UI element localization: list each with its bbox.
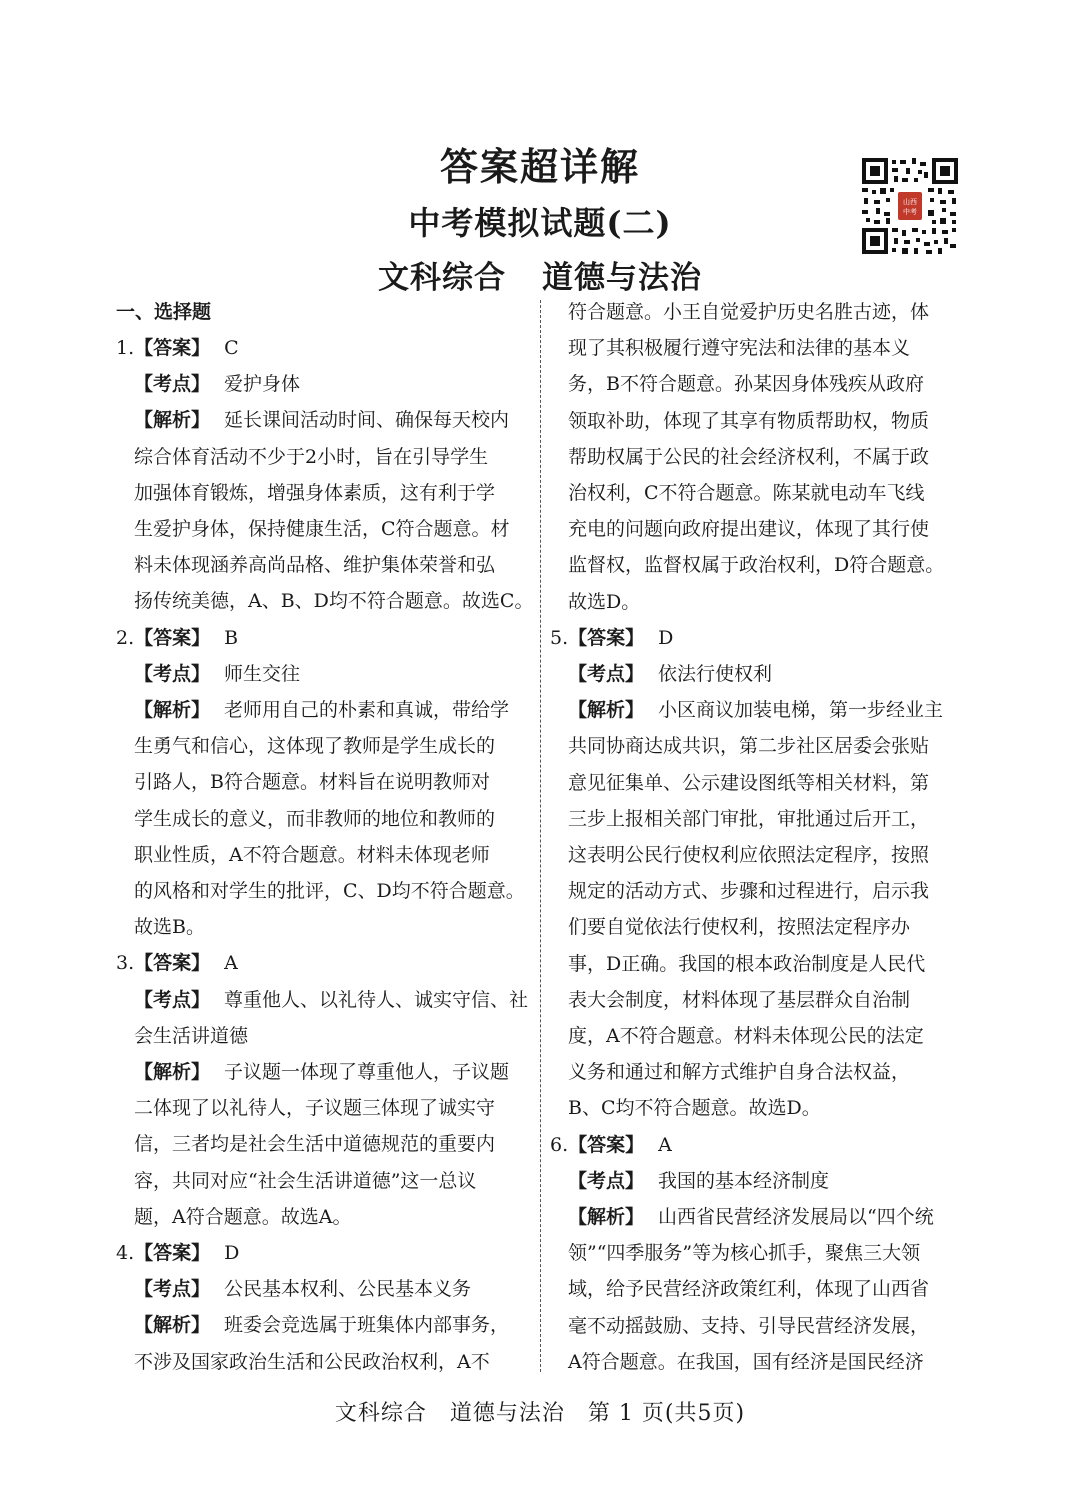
point-text: 尊重他人、以礼待人、诚实守信、社 bbox=[224, 988, 529, 1011]
analysis-line: 生爱护身体，保持健康生活，C符合题意。材 bbox=[134, 518, 510, 541]
analysis-line: 综合体育活动不少于2小时，旨在引导学生 bbox=[134, 445, 489, 468]
question-4-continued bbox=[550, 294, 974, 620]
analysis-line: 领”“四季服务”等为核心抓手，聚焦三大领 bbox=[568, 1242, 921, 1265]
analysis-line: 子议题一体现了尊重他人，子议题 bbox=[224, 1061, 510, 1084]
analysis-line: 领取补助，体现了其享有物质帮助权，物质 bbox=[568, 409, 930, 432]
question-number: 1. bbox=[116, 337, 135, 359]
answer-value: A bbox=[658, 1133, 672, 1156]
answer-tag: 【答案】 bbox=[134, 952, 211, 975]
question-number: 3. bbox=[116, 952, 135, 975]
analysis-line: 延长课间活动时间、确保每天校内 bbox=[224, 409, 510, 432]
analysis-line: B、C均不符合题意。故选D。 bbox=[568, 1097, 821, 1120]
analysis-line: 扬传统美德，A、B、D均不符合题意。故选C。 bbox=[134, 590, 534, 613]
analysis-line: 毫不动摇鼓励、支持、引导民营经济发展， bbox=[568, 1314, 930, 1337]
question-3 bbox=[116, 945, 540, 1235]
analysis-line: 域，给予民营经济政策红利，体现了山西省 bbox=[568, 1278, 930, 1301]
analysis-line: 表大会制度，材料体现了基层群众自治制 bbox=[568, 988, 911, 1011]
qr-badge-text-1: 山西 bbox=[903, 198, 917, 206]
analysis-line: 治权利，C不符合题意。陈某就电动车飞线 bbox=[568, 482, 925, 505]
analysis-line: 学生成长的意义，而非教师的地位和教师的 bbox=[134, 807, 496, 830]
question-number: 6. bbox=[550, 1133, 569, 1156]
point-text-cont: 会生活讲道德 bbox=[134, 1024, 249, 1047]
analysis-tag: 【解析】 bbox=[134, 699, 211, 722]
analysis-tag: 【解析】 bbox=[568, 699, 645, 722]
question-2 bbox=[116, 620, 540, 946]
qr-badge-text-2: 中考 bbox=[903, 208, 917, 216]
analysis-line: 二体现了以礼待人，子议题三体现了诚实守 bbox=[134, 1097, 496, 1120]
point-tag: 【考点】 bbox=[134, 662, 211, 685]
analysis-line: 符合题意。小王自觉爱护历史名胜古迹，体 bbox=[568, 301, 930, 323]
analysis-line: 充电的问题向政府提出建议，体现了其行使 bbox=[568, 518, 930, 541]
analysis-line: 的风格和对学生的批评，C、D均不符合题意。 bbox=[134, 880, 525, 903]
analysis-line: 生勇气和信心，这体现了教师是学生成长的 bbox=[134, 735, 496, 758]
analysis-line: 引路人，B符合题意。材料旨在说明教师对 bbox=[134, 771, 490, 794]
question-number: 5. bbox=[550, 626, 569, 649]
analysis-line: 班委会竞选属于班集体内部事务， bbox=[224, 1314, 510, 1337]
analysis-line: 帮助权属于公民的社会经济权利，不属于政 bbox=[568, 445, 930, 468]
question-number: 4. bbox=[116, 1242, 135, 1265]
analysis-tag: 【解析】 bbox=[134, 1061, 211, 1084]
question-1 bbox=[116, 330, 540, 620]
analysis-line: 这表明公民行使权利应依照法定程序，按照 bbox=[568, 844, 930, 867]
answer-value: C bbox=[224, 337, 239, 359]
left-column bbox=[116, 294, 540, 1380]
section-heading: 一、选择题 bbox=[116, 301, 212, 323]
answer-value: D bbox=[658, 626, 674, 649]
analysis-line: 度，A不符合题意。材料未体现公民的法定 bbox=[568, 1025, 924, 1048]
page-title: 答案超详解 bbox=[439, 145, 640, 189]
analysis-tag: 【解析】 bbox=[568, 1206, 645, 1229]
answer-tag: 【答案】 bbox=[134, 626, 211, 649]
analysis-line: 信，三者均是社会生活中道德规范的重要内 bbox=[134, 1133, 496, 1156]
analysis-tag: 【解析】 bbox=[134, 1314, 211, 1337]
analysis-line: 现了其积极履行遵守宪法和法律的基本义 bbox=[568, 337, 911, 360]
question-5 bbox=[550, 620, 974, 1127]
point-tag: 【考点】 bbox=[134, 373, 211, 396]
point-tag: 【考点】 bbox=[568, 1169, 645, 1192]
page-footer: 文科综合 道德与法治 第 1 页(共5页) bbox=[334, 1401, 746, 1426]
right-column bbox=[550, 294, 974, 1380]
analysis-line: 务，B不符合题意。孙某因身体残疾从政府 bbox=[568, 373, 924, 396]
analysis-line: 故选D。 bbox=[568, 590, 641, 613]
analysis-line: 三步上报相关部门审批，审批通过后开工， bbox=[568, 807, 930, 830]
answer-tag: 【答案】 bbox=[568, 626, 645, 649]
question-4 bbox=[116, 1235, 540, 1380]
question-6 bbox=[550, 1127, 974, 1380]
answer-value: D bbox=[224, 1242, 240, 1265]
point-text: 师生交往 bbox=[224, 662, 301, 685]
analysis-line: 职业性质，A不符合题意。材料未体现老师 bbox=[134, 843, 490, 866]
analysis-line: 监督权，监督权属于政治权利，D符合题意。 bbox=[568, 554, 945, 577]
subject-line bbox=[0, 252, 1080, 297]
analysis-line: 料未体现涵养高尚品格、维护集体荣誉和弘 bbox=[134, 554, 496, 577]
analysis-line: 老师用自己的朴素和真诚，带给学 bbox=[224, 699, 510, 722]
analysis-line: 共同协商达成共识，第二步社区居委会张贴 bbox=[568, 735, 930, 758]
question-number: 2. bbox=[116, 626, 135, 649]
exam-subtitle: 中考模拟试题(二) bbox=[408, 204, 672, 242]
analysis-tag: 【解析】 bbox=[134, 409, 211, 432]
point-text: 爱护身体 bbox=[224, 373, 301, 396]
analysis-line: 规定的活动方式、步骤和过程进行，启示我 bbox=[568, 880, 930, 903]
point-text: 公民基本权利、公民基本义务 bbox=[224, 1278, 472, 1301]
answer-tag: 【答案】 bbox=[134, 1242, 211, 1265]
answer-value: A bbox=[224, 952, 238, 975]
subject-b: 道德与法治 bbox=[542, 260, 702, 296]
point-text: 依法行使权利 bbox=[658, 663, 773, 686]
analysis-line: 们要自觉依法行使权利，按照法定程序办 bbox=[568, 916, 911, 939]
analysis-line: A符合题意。在我国，国有经济是国民经济 bbox=[568, 1350, 924, 1373]
analysis-line: 意见征集单、公示建设图纸等相关材料，第 bbox=[568, 771, 930, 794]
analysis-line: 事，D正确。我国的根本政治制度是人民代 bbox=[568, 952, 926, 975]
analysis-line: 故选B。 bbox=[134, 916, 205, 939]
answer-tag: 【答案】 bbox=[134, 337, 211, 359]
analysis-line: 山西省民营经济发展局以“四个统 bbox=[658, 1206, 934, 1229]
point-tag: 【考点】 bbox=[134, 1278, 211, 1301]
answer-tag: 【答案】 bbox=[568, 1133, 645, 1156]
point-text: 我国的基本经济制度 bbox=[658, 1169, 830, 1192]
analysis-line: 容，共同对应“社会生活讲道德”这一总议 bbox=[134, 1169, 477, 1192]
column-divider bbox=[540, 300, 541, 1372]
analysis-line: 义务和通过和解方式维护自身合法权益， bbox=[568, 1061, 911, 1084]
point-tag: 【考点】 bbox=[568, 663, 645, 686]
answer-value: B bbox=[224, 626, 239, 649]
point-tag: 【考点】 bbox=[134, 988, 211, 1011]
analysis-line: 加强体育锻炼，增强身体素质，这有利于学 bbox=[134, 481, 496, 504]
analysis-line: 小区商议加装电梯，第一步经业主 bbox=[658, 699, 944, 722]
analysis-line: 不涉及国家政治生活和公民政治权利，A不 bbox=[134, 1350, 490, 1373]
qr-code-icon bbox=[862, 158, 958, 254]
analysis-line: 题，A符合题意。故选A。 bbox=[134, 1205, 352, 1228]
subject-a: 文科综合 bbox=[378, 260, 506, 296]
